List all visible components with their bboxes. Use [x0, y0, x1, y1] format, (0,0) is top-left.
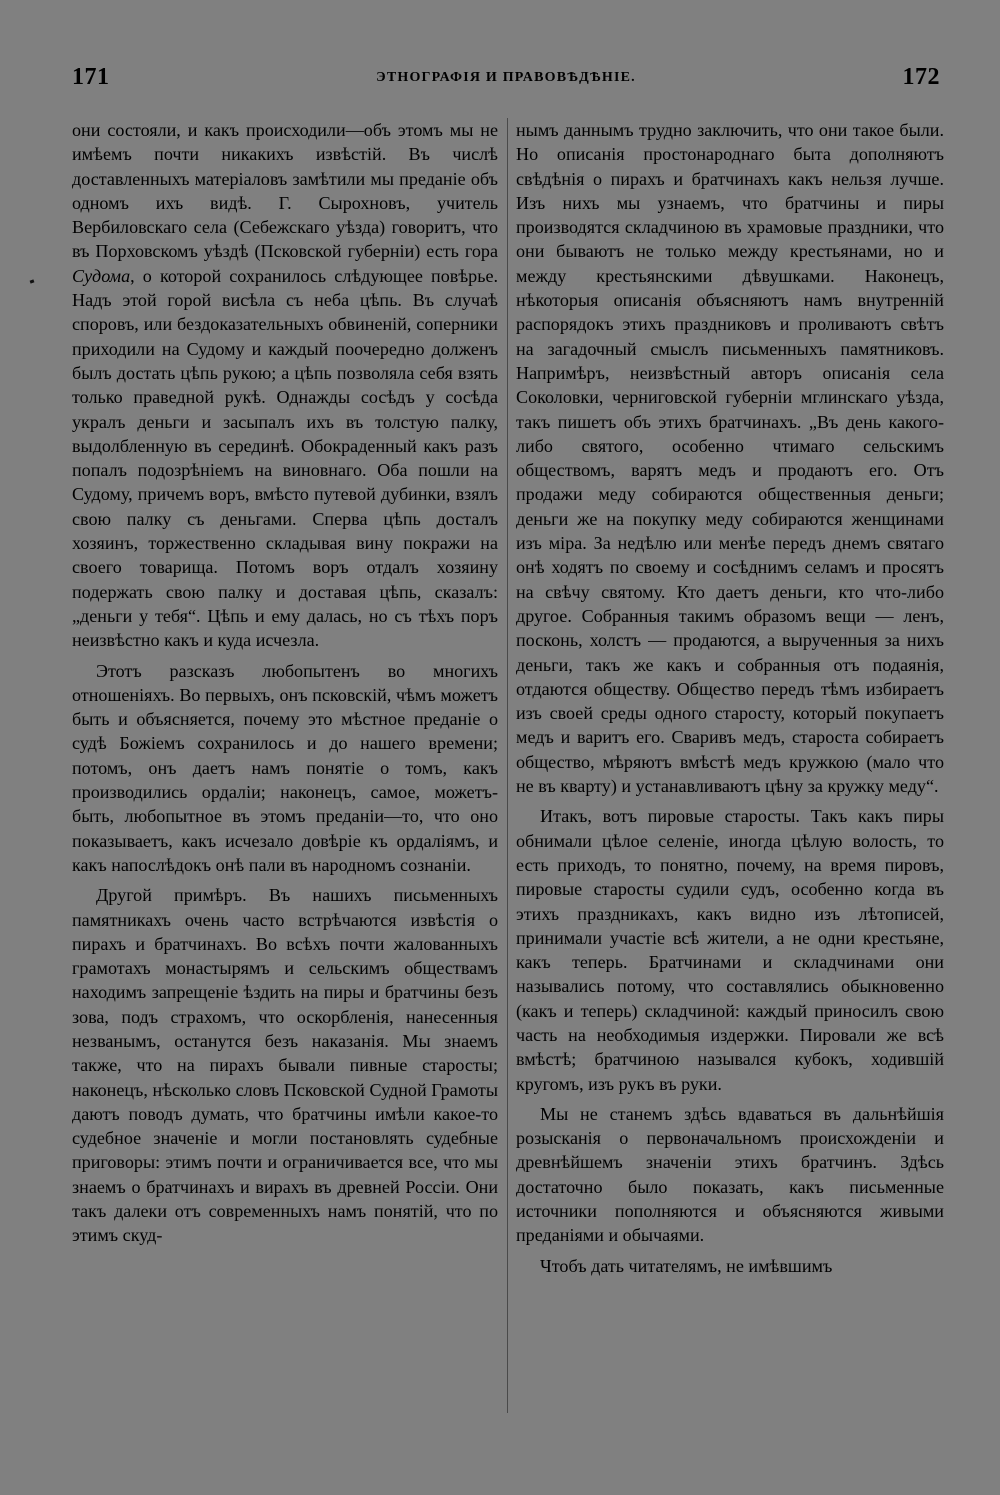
running-title: ЭТНОГРАФІЯ И ПРАВОВѢДѢНІЕ. [376, 70, 636, 85]
column-divider [507, 118, 508, 1413]
left-paragraph-1: они состояли, и какъ происходили—объ этомъ мы не имѣемъ почти никакихъ извѣстій. Въ числѣ доставленныхъ матеріаловъ замѣтили мы преданіе объ одномъ ихъ видѣ. Г. Сырохновъ, учитель Вербиловскаго села (Себежскаго уѣзда) говоритъ, что въ Порховскомъ уѣздѣ (Псковской губерніи) есть гора Судома, о которой сохранилось слѣдующее повѣрье. Надъ этой горой висѣла съ неба цѣпь. Въ случаѣ споровъ, или бездоказательныхъ обвиненій, соперники приходили на Судому и каждый поочередно долженъ былъ достать цѣпь рукою; а цѣпь позволяла себя взять только праведной рукѣ. Однажды сосѣдъ у сосѣда укралъ деньги и засыпалъ ихъ въ толстую палку, выдолбленную въ серединѣ. Обокраденный какъ разъ попалъ подозрѣніемъ на виновнаго. Оба пошли на Судому, причемъ воръ, вмѣсто путевой дубинки, взялъ свою палку съ деньгами. Сперва цѣпь досталъ хозяинъ, торжественно складывая вину покражи на своего товарища. Потомъ воръ отдалъ хозяину подержать свою палку и доставая цѣпь, сказалъ: „деньги у тебя“. Цѣпь и ему далась, но съ тѣхъ поръ неизвѣстно какъ и куда исчезла. [72, 120, 498, 651]
right-column [516, 118, 944, 1278]
page-number-left: 171 [72, 64, 110, 90]
right-paragraph-1: нымъ даннымъ трудно заключить, что они такое были. Но описанія простонароднаго быта дополняютъ свѣдѣнія о пирахъ и братчинахъ какъ нельзя лучше. Изъ нихъ мы узнаемъ, что братчины и пиры производятся складчиною въ храмовые праздники, что они бываютъ не только между крестьянами, но и между крестьянскими дѣвушками. Наконецъ, нѣкоторыя описанія объясняютъ намъ внутренній распорядокъ этихъ праздниковъ и проливаютъ свѣтъ на загадочный смыслъ письменныхъ памятниковъ. Напримѣръ, неизвѣстный авторъ описанія села Соколовки, черниговской губерніи мглинскаго уѣзда, такъ пишетъ объ этихъ братчинахъ. „Въ день какого-либо святого, особенно чтимаго сельскимъ обществомъ, варятъ медъ и продаютъ его. Отъ продажи меду собираются общественныя деньги; деньги же на покупку меду собираются женщинами изъ міра. За недѣлю или менѣе передъ днемъ святаго онѣ ходятъ по своему и сосѣднимъ селамъ и просятъ на свѣчу святому. Кто даетъ деньги, кто что-либо другое. Собранныя такимъ образомъ вещи — ленъ, посконь, холстъ — продаются, а вырученныя за нихъ деньги, такъ же какъ и собранныя отъ подаянія, отдаются обществу. Общество передъ тѣмъ избираетъ изъ своей среды одного старосту, который покупаетъ медъ и варитъ его. Сваривъ медъ, староста собираетъ общество, мѣряютъ вмѣстѣ медъ кружкою (мало что не въ кварту) и устанавливаютъ цѣну за кружку меду“. [516, 120, 944, 797]
page-number-right: 172 [902, 64, 940, 90]
left-paragraph-3: Другой примѣръ. Въ нашихъ письменныхъ памятникахъ очень часто встрѣчаются извѣстія о пирахъ и братчинахъ. Во всѣхъ почти жалованныхъ грамотахъ монастырямъ и сельскимъ обществамъ находимъ запрещеніе ѣздить на пиры и братчины безъ зова, подъ страхомъ, что оскорбленія, нанесенныя незванымъ, останутся безъ наказанія. Мы знаемъ также, что на пирахъ бывали пивные старосты; наконецъ, нѣсколько словъ Псковской Судной Грамоты даютъ поводъ думать, что братчины имѣли какое-то судебное значеніе и могли постановлять судебные приговоры: этимъ почти и ограничивается все, что мы знаемъ о братчинахъ и вирахъ въ древней Россіи. Они такъ далеки отъ современныхъ намъ понятій, что по этимъ скуд- [72, 885, 498, 1246]
left-column [72, 118, 498, 1248]
right-paragraph-4: Чтобъ дать читателямъ, не имѣвшимъ [540, 1255, 833, 1276]
right-paragraph-3: Мы не станемъ здѣсь вдаваться въ дальнѣйшія розысканія о первоначальномъ происхожденіи и древнѣйшемъ значеніи этихъ братчинъ. Здѣсь достаточно было показать, какъ письменные источники пополняются и объясняются живыми преданіями и обычаями. [516, 1103, 944, 1246]
italic-place-name: Судома [72, 265, 131, 286]
right-paragraph-2: Итакъ, вотъ пировые старосты. Такъ какъ пиры обнимали цѣлое селеніе, иногда цѣлую волость, то есть приходъ, то понятно, почему, на время пировъ, пировые старосты судили судъ, особенно когда въ этихъ праздникахъ, какъ видно изъ лѣтописей, принимали участіе всѣ жители, а не одни крестьяне, какъ теперь. Братчинами и складчинами они назывались потому, что составлялись обыкновенно (какъ и теперь) складчиной: каждый приносилъ свою часть на необходимыя издержки. Пировали же всѣ вмѣстѣ; братчиною назывался кубокъ, ходившій кругомъ, изъ рукъ въ руки. [516, 806, 944, 1094]
left-paragraph-2: Этотъ разсказъ любопытенъ во многихъ отношеніяхъ. Во первыхъ, онъ псковскій, чѣмъ можетъ быть и объясняется, почему это мѣстное преданіе о судѣ Божіемъ сохранилось и до нашего времени; потомъ, онъ даетъ намъ понятіе о томъ, какъ производились ордаліи; наконецъ, самое, можетъ-быть, любопытное въ этомъ преданіи—то, что оно показываетъ, какъ исчезало довѣріе къ ордаліямъ, и какъ напослѣдокъ онѣ пали въ народномъ сознаніи. [72, 660, 498, 875]
print-speck [30, 279, 35, 283]
page-header [72, 64, 940, 94]
